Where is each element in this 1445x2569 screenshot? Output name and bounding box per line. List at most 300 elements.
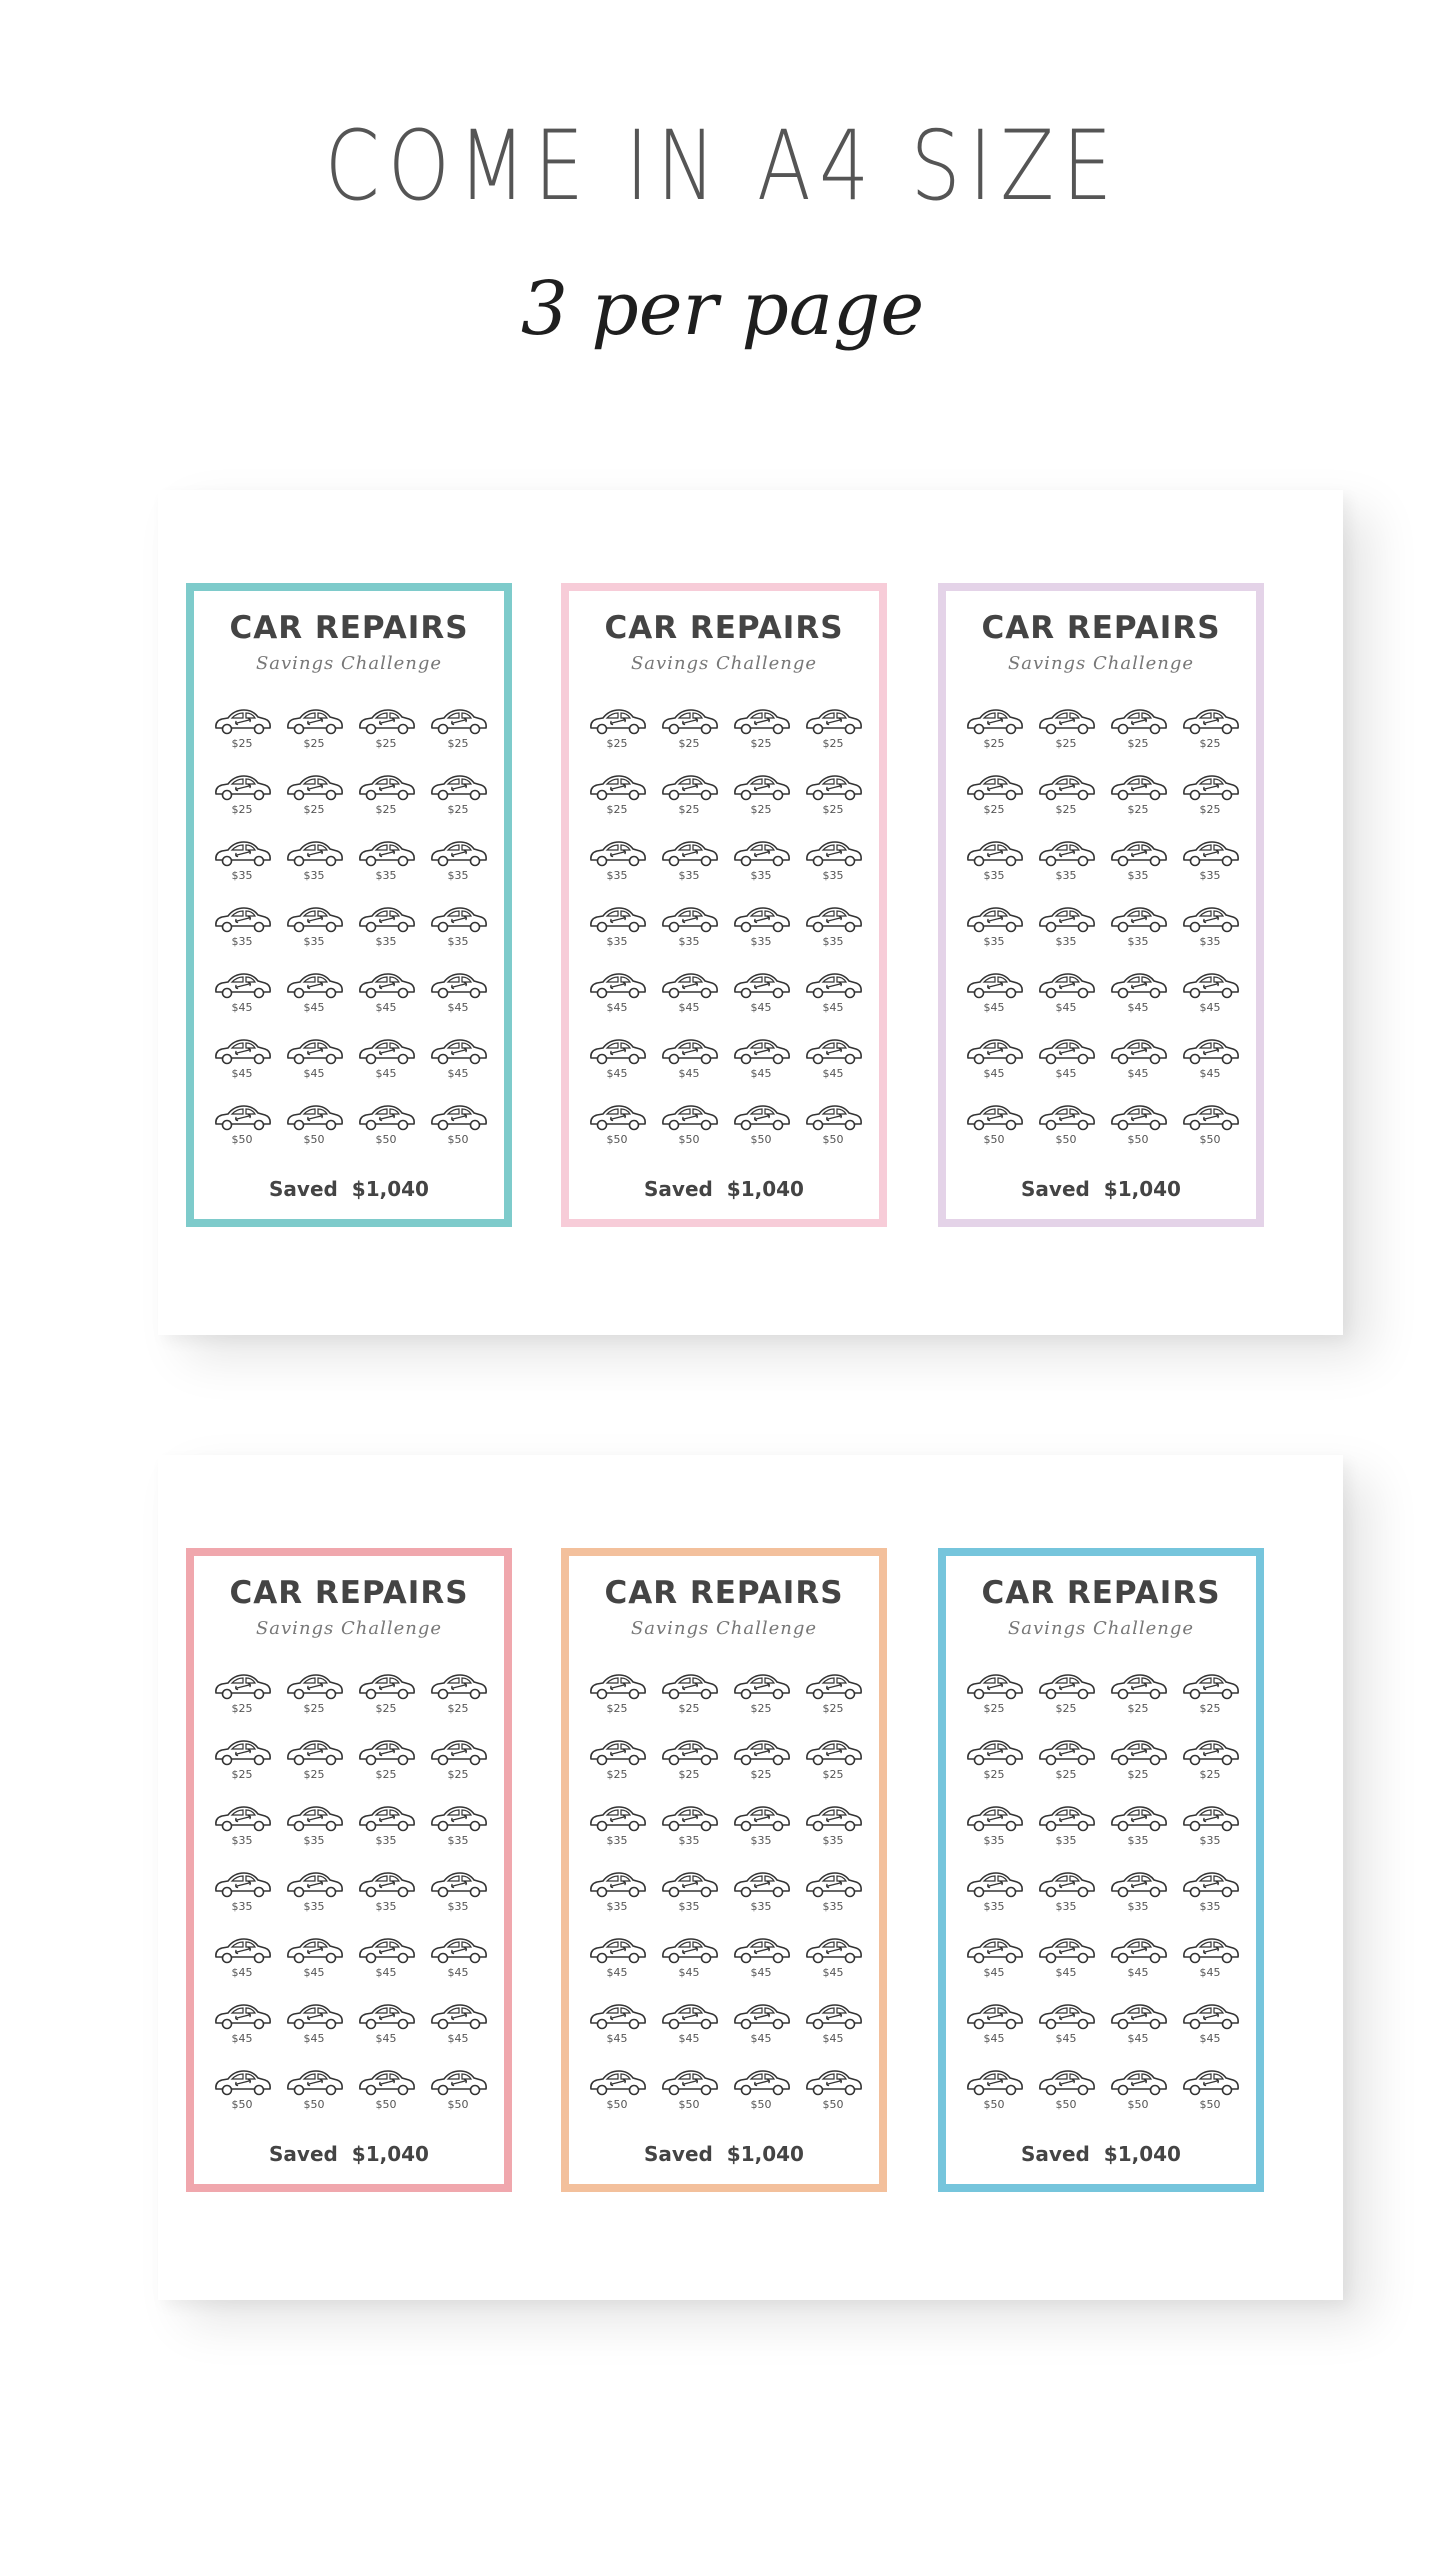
amount-label: $25 xyxy=(375,1702,397,1715)
car-tracker-cell[interactable] xyxy=(1178,706,1242,758)
amount-label: $50 xyxy=(606,1133,628,1146)
amount-label: $35 xyxy=(750,935,772,948)
amount-label: $35 xyxy=(822,869,844,882)
car-tracker-cell[interactable] xyxy=(1106,970,1170,1022)
amount-label: $50 xyxy=(375,2098,397,2111)
car-tracker-cell[interactable] xyxy=(1034,2001,1098,2053)
car-tracker-cell[interactable] xyxy=(1034,1869,1098,1921)
savings-challenge-card xyxy=(561,1548,887,2192)
amount-label: $25 xyxy=(375,1768,397,1781)
car-tracker-cell[interactable] xyxy=(354,772,418,824)
amount-label: $45 xyxy=(447,1067,469,1080)
car-tracker-grid xyxy=(585,1671,869,2119)
card-total xyxy=(194,2144,504,2164)
card-total xyxy=(946,1179,1256,1199)
car-tracker-cell[interactable] xyxy=(354,904,418,956)
car-tracker-cell[interactable] xyxy=(354,1737,418,1789)
car-tracker-cell[interactable] xyxy=(426,2067,490,2119)
amount-label: $25 xyxy=(822,1702,844,1715)
car-tracker-cell[interactable] xyxy=(1034,838,1098,890)
amount-label: $35 xyxy=(678,1900,700,1913)
amount-label: $45 xyxy=(983,2032,1005,2045)
car-tracker-cell[interactable] xyxy=(210,1102,274,1154)
car-tracker-cell[interactable] xyxy=(282,2067,346,2119)
car-tracker-cell[interactable] xyxy=(1106,1671,1170,1723)
amount-label: $45 xyxy=(375,2032,397,2045)
car-tracker-cell[interactable] xyxy=(801,1671,865,1723)
amount-label: $25 xyxy=(1199,1702,1221,1715)
car-tracker-cell[interactable] xyxy=(657,1803,721,1855)
car-tracker-cell[interactable] xyxy=(1034,904,1098,956)
car-tracker-cell[interactable] xyxy=(282,970,346,1022)
car-tracker-cell[interactable] xyxy=(282,1036,346,1088)
amount-label: $50 xyxy=(983,1133,1005,1146)
amount-label: $35 xyxy=(822,935,844,948)
amount-label: $35 xyxy=(447,1900,469,1913)
amount-label: $45 xyxy=(822,1001,844,1014)
car-tracker-cell[interactable] xyxy=(282,2001,346,2053)
amount-label: $25 xyxy=(822,803,844,816)
amount-label: $25 xyxy=(606,1768,628,1781)
card-title: CAR REPAIRS xyxy=(604,1575,844,1611)
car-tracker-cell[interactable] xyxy=(801,904,865,956)
car-tracker-cell[interactable] xyxy=(1106,1737,1170,1789)
amount-label: $35 xyxy=(303,1834,325,1847)
amount-label: $35 xyxy=(983,1834,1005,1847)
car-tracker-cell[interactable] xyxy=(801,2067,865,2119)
car-tracker-cell[interactable] xyxy=(426,1036,490,1088)
car-tracker-cell[interactable] xyxy=(657,1737,721,1789)
car-tracker-cell[interactable] xyxy=(1034,1671,1098,1723)
car-tracker-cell[interactable] xyxy=(657,1036,721,1088)
car-tracker-cell[interactable] xyxy=(585,838,649,890)
car-tracker-cell[interactable] xyxy=(282,1935,346,1987)
amount-label: $25 xyxy=(606,803,628,816)
amount-label: $50 xyxy=(1127,1133,1149,1146)
car-tracker-cell[interactable] xyxy=(729,1737,793,1789)
car-tracker-cell[interactable] xyxy=(354,838,418,890)
amount-label: $45 xyxy=(303,1001,325,1014)
car-tracker-cell[interactable] xyxy=(426,1671,490,1723)
amount-label: $50 xyxy=(983,2098,1005,2111)
car-tracker-cell[interactable] xyxy=(585,970,649,1022)
amount-label: $25 xyxy=(606,737,628,750)
car-tracker-cell[interactable] xyxy=(585,2001,649,2053)
amount-label: $45 xyxy=(606,1966,628,1979)
car-tracker-cell[interactable] xyxy=(657,2067,721,2119)
amount-label: $45 xyxy=(447,1001,469,1014)
car-tracker-cell[interactable] xyxy=(1106,1803,1170,1855)
amount-label: $35 xyxy=(1055,935,1077,948)
amount-label: $45 xyxy=(231,1966,253,1979)
amount-label: $25 xyxy=(1199,737,1221,750)
car-tracker-cell[interactable] xyxy=(1178,838,1242,890)
car-tracker-cell[interactable] xyxy=(1034,1935,1098,1987)
car-tracker-cell[interactable] xyxy=(1178,1869,1242,1921)
amount-label: $25 xyxy=(303,1768,325,1781)
car-tracker-cell[interactable] xyxy=(1178,2001,1242,2053)
amount-label: $45 xyxy=(231,2032,253,2045)
amount-label: $25 xyxy=(822,737,844,750)
amount-label: $35 xyxy=(606,935,628,948)
amount-label: $50 xyxy=(1199,1133,1221,1146)
card-title: CAR REPAIRS xyxy=(981,1575,1221,1611)
amount-label: $35 xyxy=(1127,1834,1149,1847)
car-tracker-cell[interactable] xyxy=(210,970,274,1022)
car-tracker-cell[interactable] xyxy=(1034,1102,1098,1154)
amount-label: $35 xyxy=(447,1834,469,1847)
car-tracker-cell[interactable] xyxy=(282,1737,346,1789)
amount-label: $25 xyxy=(822,1768,844,1781)
car-tracker-cell[interactable] xyxy=(962,970,1026,1022)
car-tracker-cell[interactable] xyxy=(282,1869,346,1921)
car-tracker-cell[interactable] xyxy=(1106,1869,1170,1921)
car-tracker-cell[interactable] xyxy=(1034,970,1098,1022)
amount-label: $25 xyxy=(983,737,1005,750)
amount-label: $35 xyxy=(750,1900,772,1913)
car-tracker-cell[interactable] xyxy=(962,1737,1026,1789)
card-total xyxy=(569,2144,879,2164)
car-tracker-cell[interactable] xyxy=(1106,2067,1170,2119)
amount-label: $50 xyxy=(1199,2098,1221,2111)
car-tracker-cell[interactable] xyxy=(657,1869,721,1921)
total-value: $1,040 xyxy=(351,1177,429,1201)
car-tracker-cell[interactable] xyxy=(962,1869,1026,1921)
amount-label: $35 xyxy=(1055,1900,1077,1913)
amount-label: $45 xyxy=(606,1001,628,1014)
car-tracker-cell[interactable] xyxy=(426,1803,490,1855)
amount-label: $35 xyxy=(303,935,325,948)
car-tracker-cell[interactable] xyxy=(801,772,865,824)
car-tracker-cell[interactable] xyxy=(282,904,346,956)
amount-label: $25 xyxy=(303,1702,325,1715)
car-tracker-cell[interactable] xyxy=(1106,772,1170,824)
savings-challenge-card xyxy=(186,583,512,1227)
car-tracker-cell[interactable] xyxy=(210,904,274,956)
car-tracker-cell[interactable] xyxy=(1106,1036,1170,1088)
car-tracker-cell[interactable] xyxy=(426,1737,490,1789)
car-tracker-cell[interactable] xyxy=(1034,1803,1098,1855)
car-tracker-cell[interactable] xyxy=(729,838,793,890)
amount-label: $50 xyxy=(1055,1133,1077,1146)
total-label: Saved xyxy=(269,2142,338,2166)
car-tracker-cell[interactable] xyxy=(282,1803,346,1855)
total-value: $1,040 xyxy=(351,2142,429,2166)
car-tracker-cell[interactable] xyxy=(210,838,274,890)
car-tracker-cell[interactable] xyxy=(962,1102,1026,1154)
car-tracker-cell[interactable] xyxy=(1034,1036,1098,1088)
amount-label: $35 xyxy=(1055,1834,1077,1847)
car-tracker-cell[interactable] xyxy=(1034,706,1098,758)
car-tracker-cell[interactable] xyxy=(210,772,274,824)
car-tracker-cell[interactable] xyxy=(962,1671,1026,1723)
amount-label: $45 xyxy=(822,1966,844,1979)
amount-label: $45 xyxy=(750,2032,772,2045)
amount-label: $45 xyxy=(1127,2032,1149,2045)
car-tracker-cell[interactable] xyxy=(729,2001,793,2053)
amount-label: $35 xyxy=(303,1900,325,1913)
car-tracker-cell[interactable] xyxy=(585,1935,649,1987)
amount-label: $25 xyxy=(303,737,325,750)
car-tracker-cell[interactable] xyxy=(282,772,346,824)
car-tracker-cell[interactable] xyxy=(657,706,721,758)
card-subtitle: Savings Challenge xyxy=(630,653,818,674)
car-tracker-cell[interactable] xyxy=(729,1671,793,1723)
car-tracker-cell[interactable] xyxy=(962,2067,1026,2119)
amount-label: $45 xyxy=(1127,1067,1149,1080)
car-tracker-cell[interactable] xyxy=(1106,1935,1170,1987)
car-tracker-cell[interactable] xyxy=(1178,1036,1242,1088)
car-tracker-cell[interactable] xyxy=(282,1671,346,1723)
amount-label: $50 xyxy=(822,1133,844,1146)
amount-label: $45 xyxy=(447,1966,469,1979)
car-tracker-cell[interactable] xyxy=(729,1935,793,1987)
amount-label: $35 xyxy=(231,869,253,882)
amount-label: $45 xyxy=(1199,2032,1221,2045)
amount-label: $50 xyxy=(1127,2098,1149,2111)
car-tracker-cell[interactable] xyxy=(426,1935,490,1987)
total-label: Saved xyxy=(644,1177,713,1201)
car-tracker-cell[interactable] xyxy=(657,1671,721,1723)
car-tracker-cell[interactable] xyxy=(426,772,490,824)
amount-label: $25 xyxy=(231,737,253,750)
car-tracker-cell[interactable] xyxy=(210,1935,274,1987)
amount-label: $25 xyxy=(375,803,397,816)
car-tracker-cell[interactable] xyxy=(585,706,649,758)
car-tracker-cell[interactable] xyxy=(1034,772,1098,824)
amount-label: $35 xyxy=(1127,935,1149,948)
amount-label: $25 xyxy=(750,1702,772,1715)
amount-label: $25 xyxy=(1199,803,1221,816)
amount-label: $25 xyxy=(231,1702,253,1715)
car-tracker-cell[interactable] xyxy=(354,1935,418,1987)
savings-challenge-card xyxy=(938,583,1264,1227)
car-tracker-cell[interactable] xyxy=(729,1036,793,1088)
car-tracker-cell[interactable] xyxy=(1178,772,1242,824)
amount-label: $25 xyxy=(1127,1768,1149,1781)
car-tracker-cell[interactable] xyxy=(354,1803,418,1855)
amount-label: $45 xyxy=(983,1966,1005,1979)
car-tracker-cell[interactable] xyxy=(426,706,490,758)
car-tracker-cell[interactable] xyxy=(1106,706,1170,758)
car-tracker-cell[interactable] xyxy=(426,1102,490,1154)
car-tracker-cell[interactable] xyxy=(1178,1737,1242,1789)
car-tracker-cell[interactable] xyxy=(657,838,721,890)
car-tracker-cell[interactable] xyxy=(657,2001,721,2053)
car-tracker-cell[interactable] xyxy=(801,1102,865,1154)
car-tracker-cell[interactable] xyxy=(801,838,865,890)
amount-label: $35 xyxy=(606,869,628,882)
car-tracker-cell[interactable] xyxy=(426,838,490,890)
amount-label: $25 xyxy=(1055,737,1077,750)
amount-label: $25 xyxy=(983,1702,1005,1715)
car-tracker-cell[interactable] xyxy=(962,1935,1026,1987)
car-tracker-cell[interactable] xyxy=(210,1737,274,1789)
car-tracker-cell[interactable] xyxy=(585,2067,649,2119)
car-tracker-cell[interactable] xyxy=(354,2001,418,2053)
amount-label: $25 xyxy=(1127,803,1149,816)
car-tracker-cell[interactable] xyxy=(585,772,649,824)
amount-label: $45 xyxy=(231,1067,253,1080)
car-tracker-cell[interactable] xyxy=(585,1102,649,1154)
amount-label: $35 xyxy=(231,935,253,948)
amount-label: $50 xyxy=(447,1133,469,1146)
car-tracker-cell[interactable] xyxy=(1178,1102,1242,1154)
car-tracker-cell[interactable] xyxy=(729,2067,793,2119)
car-tracker-cell[interactable] xyxy=(354,2067,418,2119)
car-tracker-cell[interactable] xyxy=(801,2001,865,2053)
car-tracker-cell[interactable] xyxy=(210,1869,274,1921)
amount-label: $25 xyxy=(447,803,469,816)
amount-label: $45 xyxy=(1055,1067,1077,1080)
card-total xyxy=(946,2144,1256,2164)
amount-label: $35 xyxy=(606,1900,628,1913)
card-subtitle: Savings Challenge xyxy=(1007,1618,1195,1639)
car-tracker-cell[interactable] xyxy=(1106,904,1170,956)
car-tracker-cell[interactable] xyxy=(729,1803,793,1855)
car-tracker-cell[interactable] xyxy=(729,706,793,758)
car-tracker-cell[interactable] xyxy=(585,904,649,956)
car-tracker-cell[interactable] xyxy=(1034,2067,1098,2119)
car-tracker-cell[interactable] xyxy=(962,2001,1026,2053)
amount-label: $45 xyxy=(606,2032,628,2045)
amount-label: $35 xyxy=(822,1900,844,1913)
car-tracker-cell[interactable] xyxy=(1178,970,1242,1022)
car-tracker-cell[interactable] xyxy=(1178,2067,1242,2119)
amount-label: $35 xyxy=(375,1900,397,1913)
amount-label: $35 xyxy=(447,869,469,882)
car-tracker-grid xyxy=(210,1671,494,2119)
car-tracker-cell[interactable] xyxy=(729,904,793,956)
amount-label: $25 xyxy=(983,803,1005,816)
car-tracker-cell[interactable] xyxy=(729,970,793,1022)
amount-label: $45 xyxy=(1199,1001,1221,1014)
card-title: CAR REPAIRS xyxy=(229,1575,469,1611)
amount-label: $35 xyxy=(375,869,397,882)
car-tracker-cell[interactable] xyxy=(801,1737,865,1789)
amount-label: $25 xyxy=(375,737,397,750)
amount-label: $50 xyxy=(606,2098,628,2111)
amount-label: $35 xyxy=(678,1834,700,1847)
car-tracker-cell[interactable] xyxy=(1178,1671,1242,1723)
car-tracker-cell[interactable] xyxy=(210,706,274,758)
car-tracker-cell[interactable] xyxy=(426,970,490,1022)
car-tracker-cell[interactable] xyxy=(729,772,793,824)
car-tracker-cell[interactable] xyxy=(1106,838,1170,890)
car-tracker-cell[interactable] xyxy=(962,1036,1026,1088)
car-tracker-cell[interactable] xyxy=(657,970,721,1022)
car-tracker-cell[interactable] xyxy=(585,1869,649,1921)
amount-label: $35 xyxy=(678,869,700,882)
card-subtitle: Savings Challenge xyxy=(255,653,443,674)
car-tracker-cell[interactable] xyxy=(282,1102,346,1154)
car-tracker-cell[interactable] xyxy=(282,706,346,758)
amount-label: $45 xyxy=(983,1067,1005,1080)
car-tracker-cell[interactable] xyxy=(962,1803,1026,1855)
car-tracker-cell[interactable] xyxy=(354,1036,418,1088)
car-tracker-cell[interactable] xyxy=(729,1102,793,1154)
amount-label: $35 xyxy=(822,1834,844,1847)
car-tracker-cell[interactable] xyxy=(210,2067,274,2119)
amount-label: $25 xyxy=(678,1702,700,1715)
amount-label: $25 xyxy=(606,1702,628,1715)
amount-label: $45 xyxy=(447,2032,469,2045)
car-tracker-cell[interactable] xyxy=(801,970,865,1022)
amount-label: $25 xyxy=(750,1768,772,1781)
amount-label: $35 xyxy=(1199,1900,1221,1913)
car-tracker-cell[interactable] xyxy=(585,1036,649,1088)
amount-label: $45 xyxy=(1199,1966,1221,1979)
car-tracker-grid xyxy=(210,706,494,1154)
car-tracker-cell[interactable] xyxy=(282,838,346,890)
amount-label: $45 xyxy=(375,1001,397,1014)
car-tracker-cell[interactable] xyxy=(962,904,1026,956)
car-tracker-cell[interactable] xyxy=(1034,1737,1098,1789)
total-label: Saved xyxy=(644,2142,713,2166)
car-tracker-cell[interactable] xyxy=(426,2001,490,2053)
page-title: COME IN A4 SIZE xyxy=(324,110,1121,222)
car-tracker-cell[interactable] xyxy=(210,1036,274,1088)
car-tracker-cell[interactable] xyxy=(962,838,1026,890)
car-tracker-cell[interactable] xyxy=(210,1671,274,1723)
car-tracker-cell[interactable] xyxy=(657,1935,721,1987)
amount-label: $25 xyxy=(303,803,325,816)
car-tracker-cell[interactable] xyxy=(657,904,721,956)
amount-label: $50 xyxy=(822,2098,844,2111)
car-tracker-cell[interactable] xyxy=(585,1737,649,1789)
car-tracker-cell[interactable] xyxy=(354,1102,418,1154)
car-tracker-cell[interactable] xyxy=(1106,1102,1170,1154)
car-tracker-cell[interactable] xyxy=(801,1935,865,1987)
car-tracker-cell[interactable] xyxy=(1106,2001,1170,2053)
car-tracker-cell[interactable] xyxy=(729,1869,793,1921)
amount-label: $45 xyxy=(678,2032,700,2045)
car-tracker-cell[interactable] xyxy=(354,970,418,1022)
car-tracker-cell[interactable] xyxy=(962,772,1026,824)
car-tracker-cell[interactable] xyxy=(801,1803,865,1855)
amount-label: $35 xyxy=(750,1834,772,1847)
amount-label: $25 xyxy=(447,1702,469,1715)
total-value: $1,040 xyxy=(726,2142,804,2166)
amount-label: $35 xyxy=(231,1900,253,1913)
car-tracker-cell[interactable] xyxy=(801,1869,865,1921)
amount-label: $25 xyxy=(1199,1768,1221,1781)
amount-label: $50 xyxy=(750,2098,772,2111)
amount-label: $45 xyxy=(606,1067,628,1080)
car-tracker-cell[interactable] xyxy=(801,706,865,758)
car-tracker-cell[interactable] xyxy=(801,1036,865,1088)
car-tracker-cell[interactable] xyxy=(210,1803,274,1855)
car-tracker-cell[interactable] xyxy=(962,706,1026,758)
amount-label: $45 xyxy=(303,1067,325,1080)
car-tracker-cell[interactable] xyxy=(1178,1935,1242,1987)
car-tracker-cell[interactable] xyxy=(657,1102,721,1154)
car-tracker-cell[interactable] xyxy=(585,1803,649,1855)
car-tracker-cell[interactable] xyxy=(210,2001,274,2053)
car-tracker-cell[interactable] xyxy=(1178,904,1242,956)
car-tracker-cell[interactable] xyxy=(426,904,490,956)
car-tracker-cell[interactable] xyxy=(354,706,418,758)
car-tracker-cell[interactable] xyxy=(657,772,721,824)
amount-label: $45 xyxy=(750,1966,772,1979)
amount-label: $25 xyxy=(1055,803,1077,816)
car-tracker-cell[interactable] xyxy=(585,1671,649,1723)
amount-label: $25 xyxy=(983,1768,1005,1781)
car-tracker-cell[interactable] xyxy=(426,1869,490,1921)
car-tracker-cell[interactable] xyxy=(354,1869,418,1921)
car-tracker-cell[interactable] xyxy=(1178,1803,1242,1855)
car-tracker-cell[interactable] xyxy=(354,1671,418,1723)
